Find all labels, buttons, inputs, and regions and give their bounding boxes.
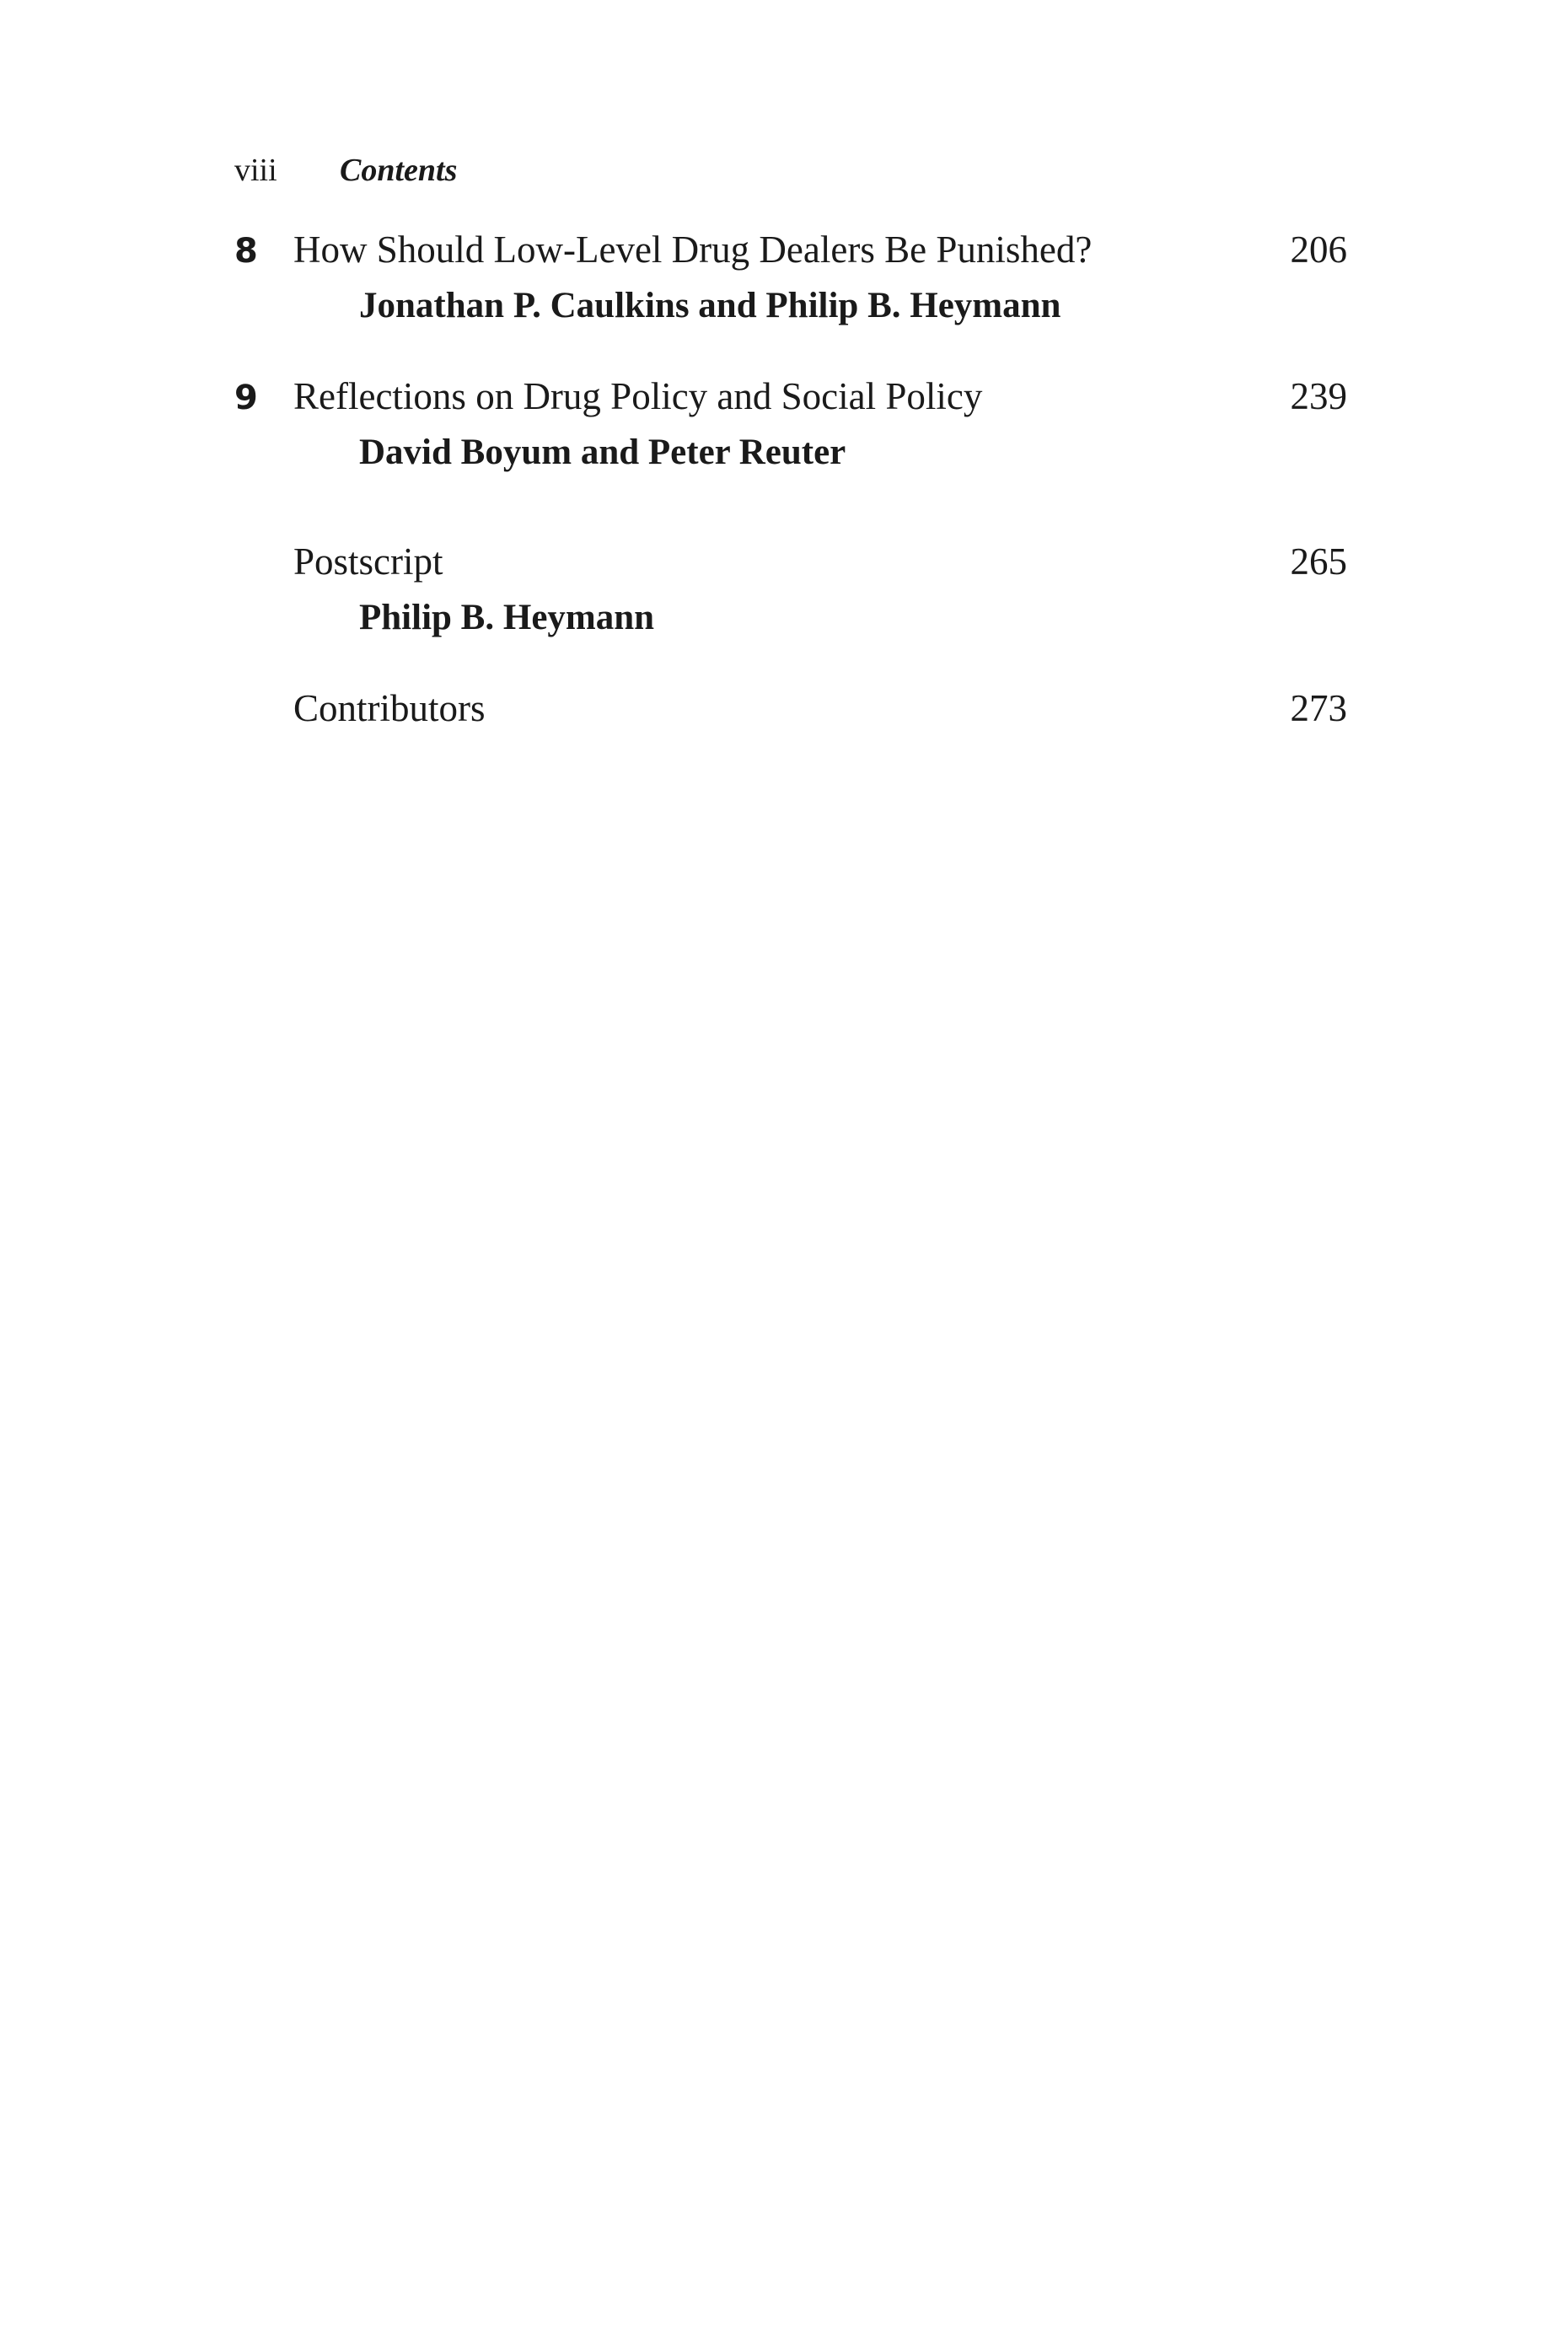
page-folio: viii	[234, 153, 277, 188]
toc-entry-contributors	[234, 686, 1347, 739]
toc-entry-postscript	[234, 540, 1347, 644]
page-number: 239	[1290, 375, 1347, 417]
chapter-author: Jonathan P. Caulkins and Philip B. Heymann	[359, 286, 1061, 325]
page-number: 206	[1290, 228, 1347, 271]
chapter-title: Reflections on Drug Policy and Social Policy	[293, 375, 983, 417]
running-title: Contents	[340, 153, 458, 188]
toc-entry-line	[234, 374, 1347, 427]
chapter-title: Contributors	[293, 687, 486, 729]
page-number: 273	[1290, 687, 1347, 729]
running-head	[234, 152, 457, 196]
chapter-title: Postscript	[293, 540, 443, 583]
chapter-number: 8	[234, 232, 258, 271]
toc-entry-line	[234, 686, 1347, 739]
chapter-title: How Should Low-Level Drug Dealers Be Punished?	[293, 228, 1093, 271]
toc-entry-line	[234, 228, 1347, 280]
page-number: 265	[1290, 540, 1347, 583]
chapter-number: 9	[234, 379, 258, 417]
chapter-author: Philip B. Heymann	[359, 598, 655, 637]
chapter-author: David Boyum and Peter Reuter	[359, 433, 846, 472]
toc-entry-chapter-8	[234, 228, 1347, 332]
toc-entry-line	[234, 540, 1347, 592]
toc-entry-chapter-9	[234, 374, 1347, 479]
